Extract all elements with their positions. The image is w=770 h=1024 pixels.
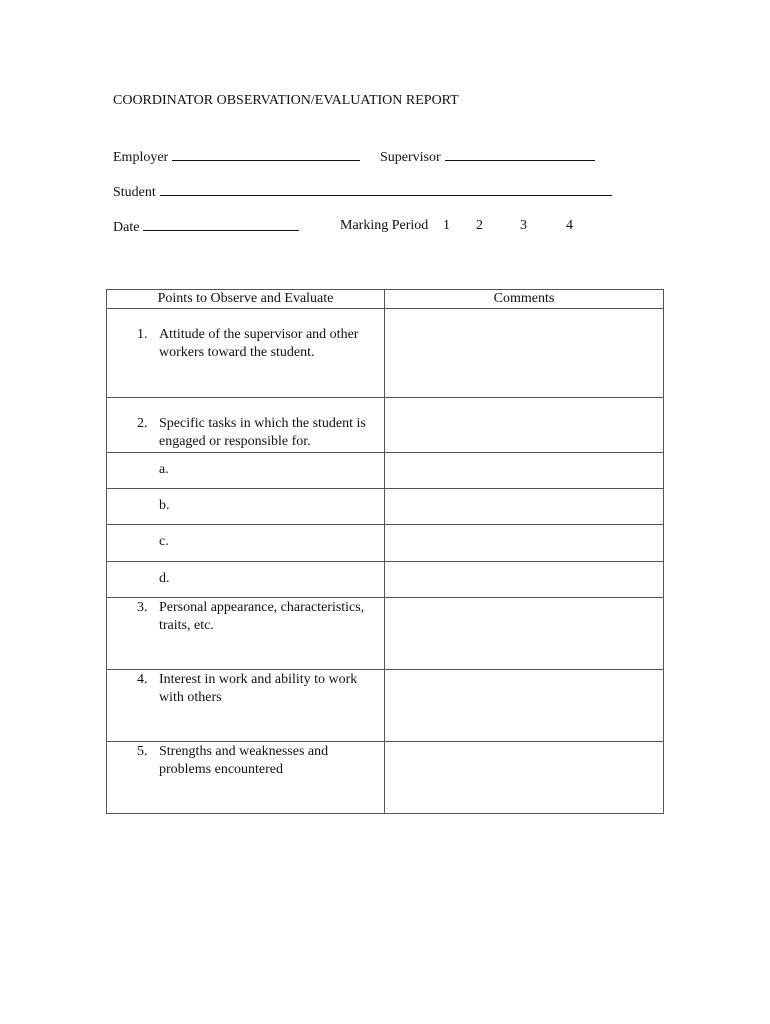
student-label: Student xyxy=(113,185,156,200)
marking-period-4[interactable]: 4 xyxy=(566,218,573,233)
table-row xyxy=(107,453,664,489)
evaluation-table xyxy=(106,289,664,814)
student-blank[interactable] xyxy=(160,183,612,196)
table-header-row xyxy=(107,290,664,309)
page-title: COORDINATOR OBSERVATION/EVALUATION REPORT xyxy=(113,93,459,108)
table-row xyxy=(107,670,664,742)
item-number: 3. xyxy=(137,600,148,615)
supervisor-field xyxy=(380,148,595,166)
comment-cell[interactable] xyxy=(385,398,664,453)
item-text: Interest in work and ability to work with others xyxy=(159,672,358,705)
comment-cell[interactable] xyxy=(385,309,664,398)
item-text: Strengths and weaknesses and problems encountered xyxy=(159,744,329,777)
item-text: Attitude of the supervisor and other workers toward the student. xyxy=(159,327,359,360)
marking-period-1[interactable]: 1 xyxy=(443,218,450,233)
comment-cell[interactable] xyxy=(385,453,664,489)
comment-cell[interactable] xyxy=(385,598,664,670)
table-row xyxy=(107,598,664,670)
comment-cell[interactable] xyxy=(385,670,664,742)
subitem-label: a. xyxy=(159,462,169,477)
marking-period-label: Marking Period xyxy=(340,218,429,233)
item-number: 1. xyxy=(137,327,148,342)
subitem-label: b. xyxy=(159,498,170,513)
employer-label: Employer xyxy=(113,150,169,165)
item-text: Personal appearance, characteristics, traits, etc. xyxy=(159,600,365,633)
date-field xyxy=(113,218,299,236)
table-row xyxy=(107,562,664,598)
comment-cell[interactable] xyxy=(385,562,664,598)
table-row xyxy=(107,742,664,814)
marking-period-2[interactable]: 2 xyxy=(476,218,483,233)
date-blank[interactable] xyxy=(143,218,299,231)
table-row xyxy=(107,398,664,453)
supervisor-label: Supervisor xyxy=(380,150,441,165)
table-row xyxy=(107,309,664,398)
comment-cell[interactable] xyxy=(385,525,664,562)
item-number: 4. xyxy=(137,672,148,687)
subitem-label: d. xyxy=(159,571,170,586)
employer-field xyxy=(113,148,360,166)
item-number: 2. xyxy=(137,416,148,431)
header-points: Points to Observe and Evaluate xyxy=(107,290,385,309)
supervisor-blank[interactable] xyxy=(445,148,595,161)
marking-period-3[interactable]: 3 xyxy=(520,218,527,233)
header-comments: Comments xyxy=(385,290,664,309)
item-text: Specific tasks in which the student is engaged or responsible for. xyxy=(159,416,366,449)
comment-cell[interactable] xyxy=(385,742,664,814)
employer-blank[interactable] xyxy=(172,148,360,161)
item-number: 5. xyxy=(137,744,148,759)
table-row xyxy=(107,525,664,562)
comment-cell[interactable] xyxy=(385,489,664,525)
table-row xyxy=(107,489,664,525)
student-field xyxy=(113,183,612,201)
subitem-label: c. xyxy=(159,534,169,549)
date-label: Date xyxy=(113,220,140,235)
